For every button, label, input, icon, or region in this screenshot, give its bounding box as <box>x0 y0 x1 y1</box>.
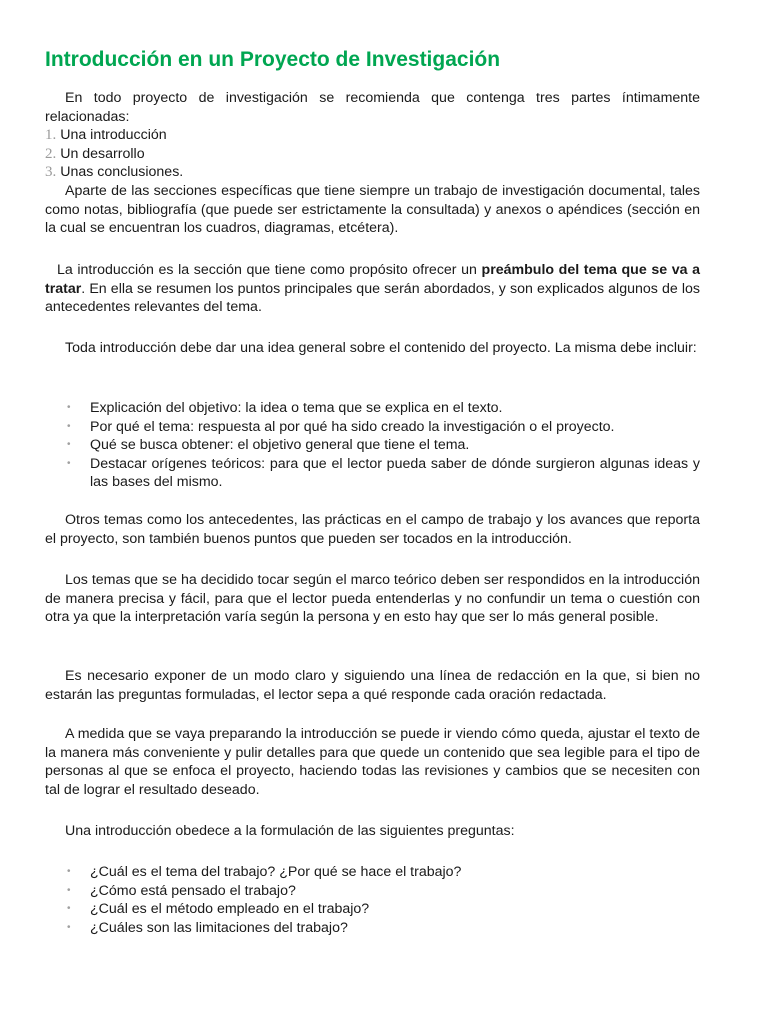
list-item-text: ¿Cómo está pensado el trabajo? <box>90 882 296 899</box>
paragraph-questions: Una introducción obedece a la formulación de las siguientes preguntas: <box>65 823 515 839</box>
page-title: Introducción en un Proyecto de Investigación <box>45 48 501 71</box>
list-item <box>45 919 700 938</box>
list-item-text: Por qué el tema: respuesta al por qué ha sido creado la investigación o el proyecto. <box>90 418 615 435</box>
list-item <box>45 455 700 492</box>
paragraph-theory: Los temas que se ha decidido tocar según el marco teórico deben ser respondidos en la introducción de manera precisa y fácil, para que el lector pueda entenderlas y no confundir un tema o cuestión con otra ya que la interpretación varía según la persona y en esto hay que ser lo más general posible. <box>45 572 700 626</box>
item-number: 3. <box>45 164 57 181</box>
intro-section <box>45 89 700 238</box>
questions-list <box>45 863 700 937</box>
list-item <box>45 418 700 437</box>
list-item <box>45 436 700 455</box>
intro-lead: En todo proyecto de investigación se recomienda que contenga tres partes íntimamente relacionadas: <box>45 90 700 125</box>
numbered-item-1 <box>45 126 700 145</box>
paragraph-clarity: Es necesario exponer de un modo claro y siguiendo una línea de redacción en la que, si bien no estarán las preguntas formuladas, el lector sepa a qué responde cada oración redactada. <box>45 668 700 703</box>
list-item-text: ¿Cuáles son las limitaciones del trabajo? <box>90 919 348 936</box>
paragraph-include: Toda introducción debe dar una idea general sobre el contenido del proyecto. La misma debe incluir: <box>65 340 697 356</box>
numbered-item-3 <box>45 163 700 182</box>
bullet-icon: • <box>67 903 71 915</box>
bullet-icon: • <box>67 921 71 933</box>
para2-before: La introducción es la sección que tiene como propósito ofrecer un <box>57 262 482 278</box>
item-text: Unas conclusiones. <box>60 164 184 181</box>
item-text: Una introducción <box>60 127 167 144</box>
list-item <box>45 900 700 919</box>
list-item <box>45 863 700 882</box>
paragraph-other-topics: Otros temas como los antecedentes, las prácticas en el campo de trabajo y los avances que reporta el proyecto, son también buenos puntos que pueden ser tocados en la introducción. <box>45 512 700 547</box>
list-item-text: Explicación del objetivo: la idea o tema que se explica en el texto. <box>90 400 503 416</box>
bullet-icon: • <box>67 402 71 413</box>
numbered-item-2 <box>45 145 700 164</box>
item-number: 2. <box>45 145 57 162</box>
para2-bold: preámbulo del tema que se va a tratar <box>45 262 700 297</box>
item-text: Un desarrollo <box>60 145 145 162</box>
paragraph-preparation: A medida que se vaya preparando la introducción se puede ir viendo cómo queda, ajustar el texto de la manera más conveniente y pulir detalles para que quede un contenido que sea legible para el tipo de personas al que se enfoca el proyecto, haciendo todas las revisiones y cambios que se necesiten con tal de lograr el resultado deseado. <box>45 726 700 798</box>
bullet-icon: • <box>67 439 71 451</box>
list-item <box>45 399 700 418</box>
list-item-text: Destacar orígenes teóricos: para que el lector pueda saber de dónde surgieron algunas ideas y las bases del mismo. <box>90 455 700 491</box>
intro-after: Aparte de las secciones específicas que tiene siempre un trabajo de investigación documental, tales como notas, bibliografía (que puede ser estrictamente la consultada) y anexos o apéndices (sección en la cual se encuentran los cuadros, diagramas, etcétera). <box>45 182 700 237</box>
para2-after: . En ella se resumen los puntos principales que serán abordados, y son explicados algunos de los antecedentes relevantes del tema. <box>45 280 700 316</box>
bullet-icon: • <box>67 884 71 896</box>
include-list <box>45 399 700 492</box>
bullet-icon: • <box>67 457 71 469</box>
list-item-text: Qué se busca obtener: el objetivo general que tiene el tema. <box>90 437 470 454</box>
list-item <box>45 882 700 901</box>
bullet-icon: • <box>67 866 71 877</box>
item-number: 1. <box>45 127 57 144</box>
list-item-text: ¿Cuál es el tema del trabajo? ¿Por qué se hace el trabajo? <box>90 864 462 880</box>
list-item-text: ¿Cuál es el método empleado en el trabajo? <box>90 901 370 918</box>
paragraph-purpose <box>45 261 700 317</box>
bullet-icon: • <box>67 420 71 432</box>
